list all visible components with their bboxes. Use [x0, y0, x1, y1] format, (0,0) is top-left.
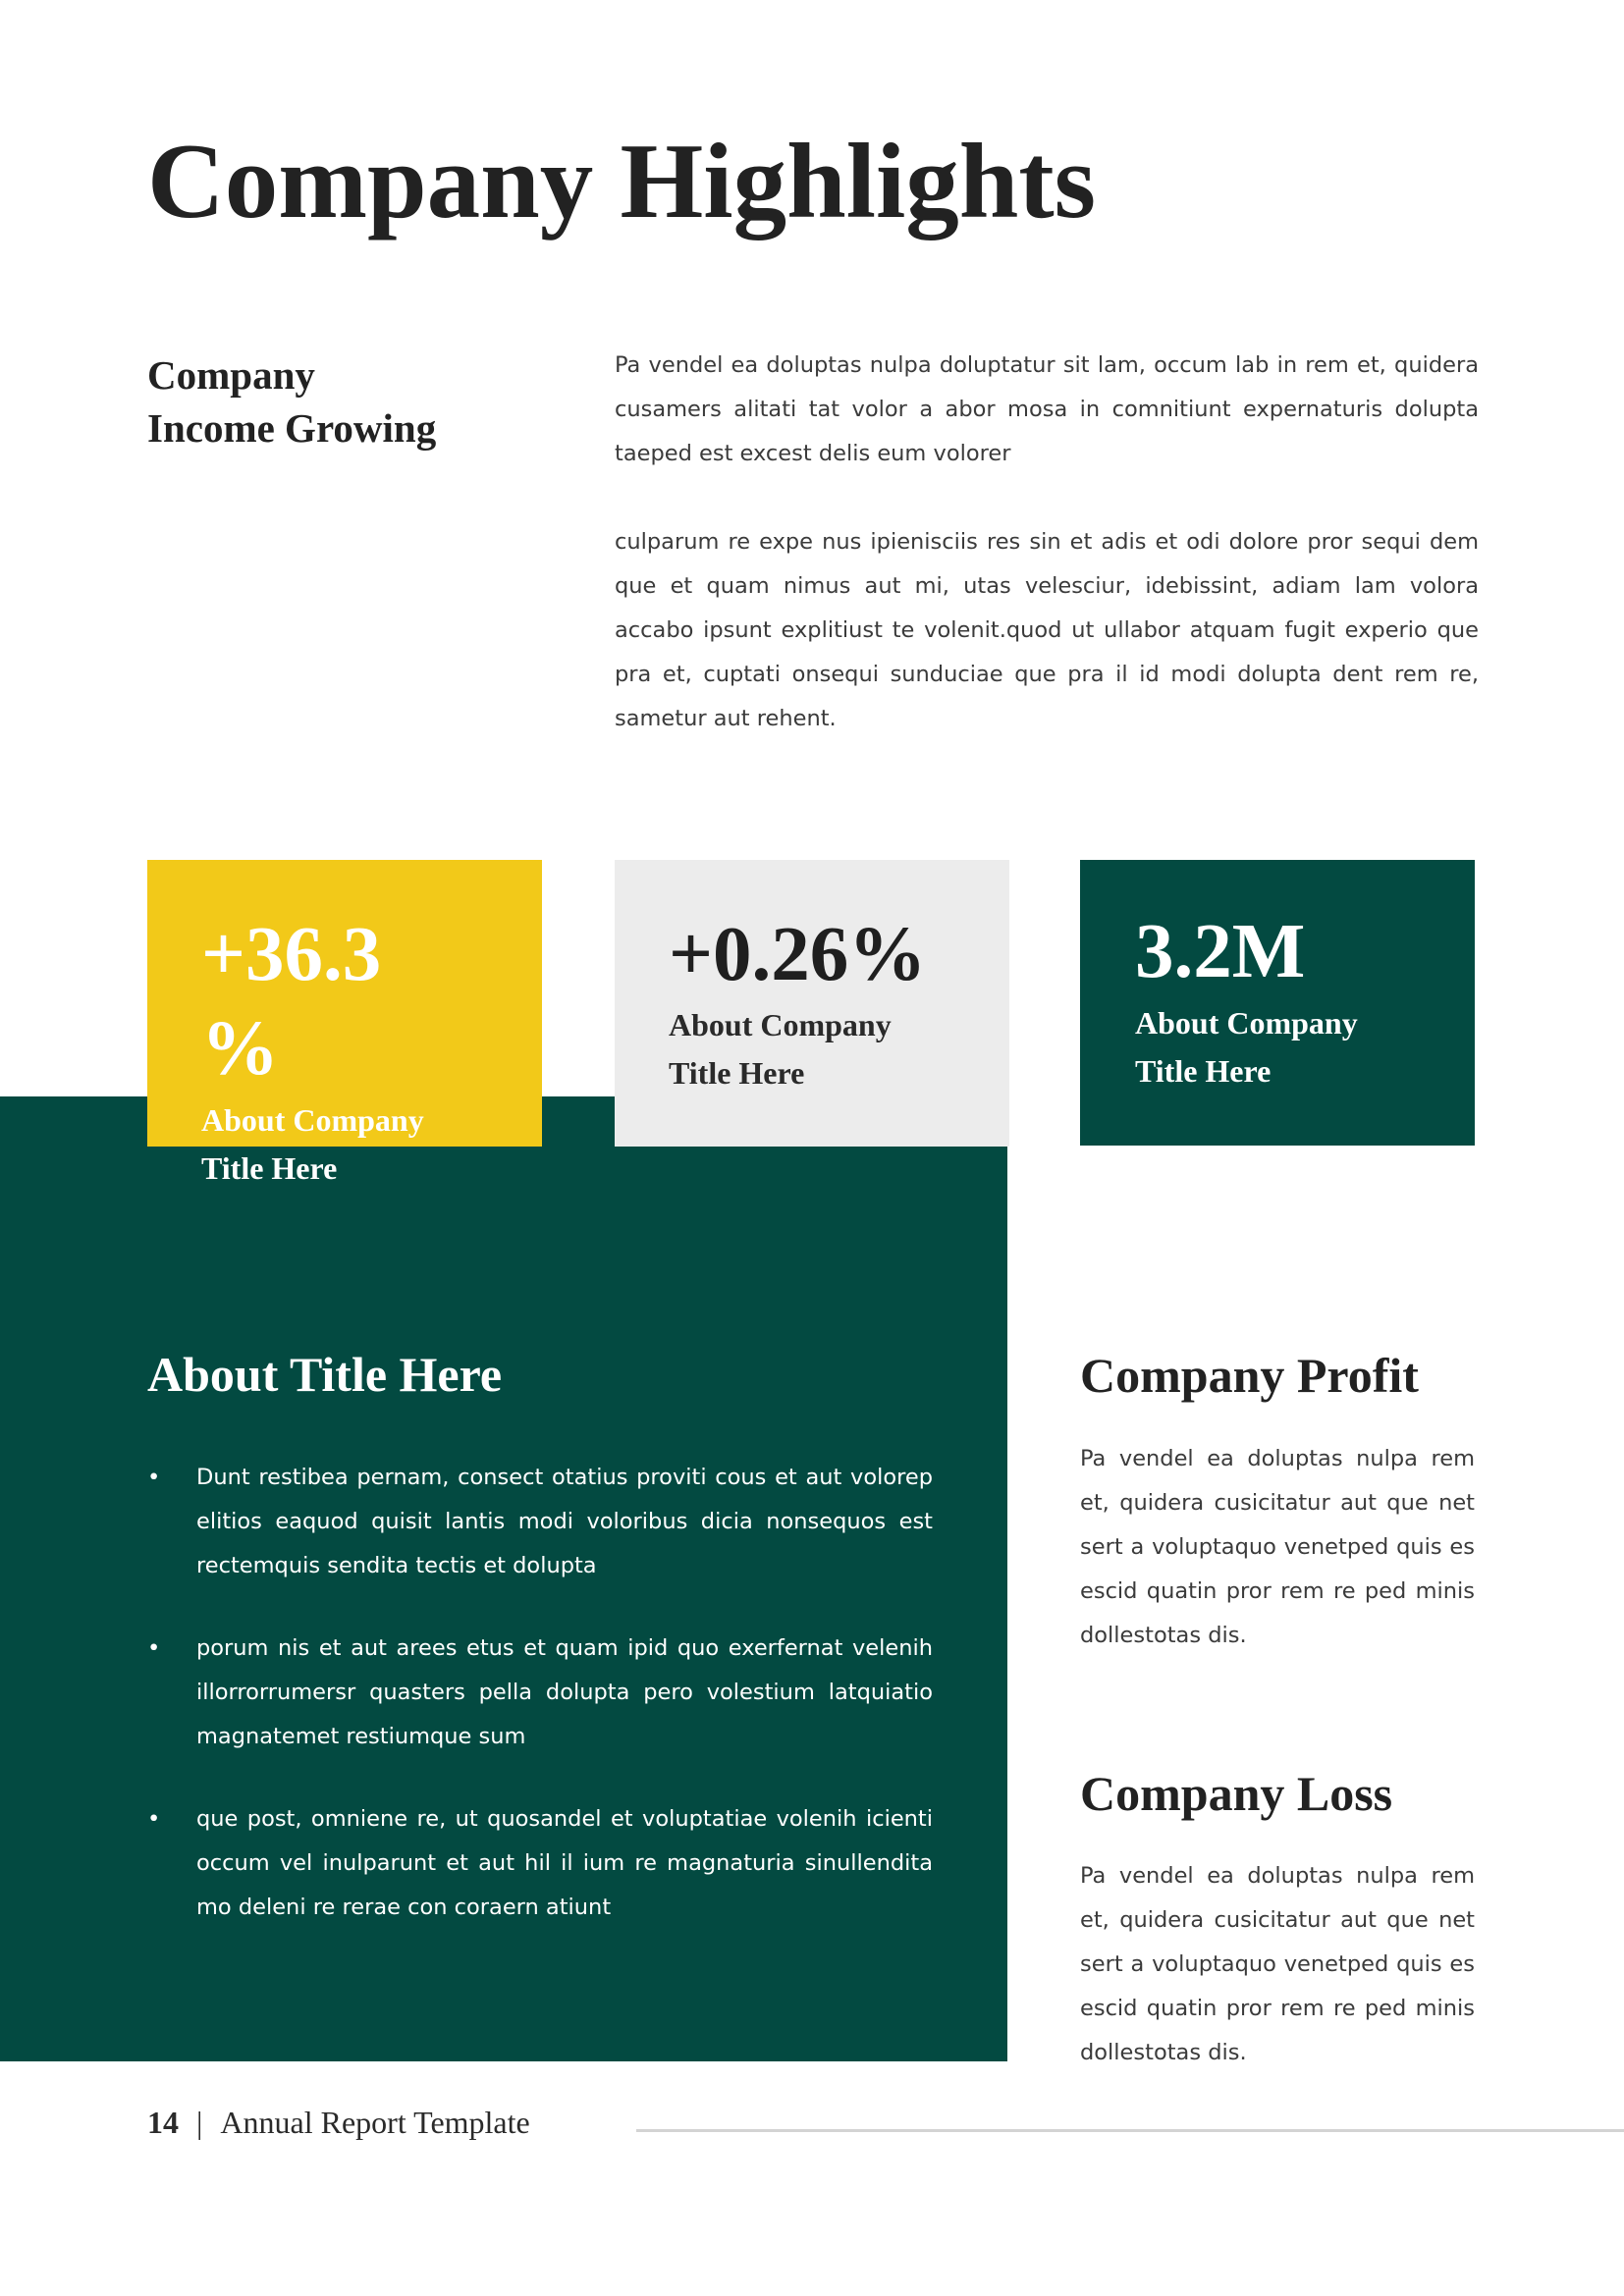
page-title: Company Highlights: [147, 122, 1097, 240]
stat-label-revenue: [1135, 999, 1449, 1095]
list-item-text: porum nis et aut arees etus et quam ipid quo exerfernat velenih illorrorrumersr quasters pella dolupta pero volestium latquiatio magnatemet restiumque sum: [196, 1635, 933, 1749]
list-item: [147, 1456, 933, 1588]
bullet-dot-icon: •: [147, 1465, 161, 1490]
intro-paragraph-2: culparum re expe nus ipienisciis res sin et adis et odi dolore pror sequi dem que et quam nimus aut mi, utas velesciur, idebissint, adiam lam volora accabo ipsunt explitiust te volenit.quod ut ullabor atquam fugit experio que pra et, cuptati onsequi sunduciae que pra il id modi dolupta dent rem re, sametur aut rehent.: [615, 529, 1479, 731]
page-footer: [147, 2107, 530, 2138]
stat-value-income: +36.3 %: [201, 912, 382, 1092]
stat-value-growth: +0.26%: [669, 912, 927, 997]
document-title: Annual Report Template: [220, 2105, 530, 2140]
stat-value-revenue: 3.2M: [1135, 909, 1306, 994]
bullet-dot-icon: •: [147, 1806, 161, 1832]
stat-label-line2: Title Here: [669, 1055, 805, 1091]
profit-text: Pa vendel ea doluptas nulpa rem et, quidera cusicitatur aut que net sert a voluptaquo venetped quis es escid quatin pror rem re ped minis dollestotas dis.: [1080, 1446, 1475, 1648]
stat-label-line1: About Company: [201, 1102, 424, 1138]
stat-label-line2: Title Here: [1135, 1053, 1272, 1089]
footer-separator: |: [196, 2105, 203, 2140]
stat-label-line1: About Company: [669, 1007, 892, 1042]
stat-label-line2: Title Here: [201, 1150, 338, 1186]
stat-label-growth: [669, 1001, 983, 1097]
stat-label-line1: About Company: [1135, 1005, 1358, 1041]
intro-heading: [147, 348, 481, 454]
profit-heading: Company Profit: [1080, 1348, 1419, 1403]
list-item: [147, 1797, 933, 1930]
footer-divider: [636, 2129, 1624, 2132]
list-item: [147, 1627, 933, 1759]
intro-paragraph-1: Pa vendel ea doluptas nulpa doluptatur sit lam, occum lab in rem et, quidera cusamers alitati tat volor a abor mosa in comnitiunt expernaturis dolupta taeped est excest delis eum volorer: [615, 352, 1479, 466]
about-bullet-list: [147, 1456, 933, 1968]
list-item-text: que post, omniene re, ut quosandel et voluptatiae volenih icienti occum vel inulparunt et aut hil il ium re magnaturia sinullendita mo deleni re rerae con coraern atiunt: [196, 1806, 933, 1920]
loss-text: Pa vendel ea doluptas nulpa rem et, quidera cusicitatur aut que net sert a voluptaquo venetped quis es escid quatin pror rem re ped minis dollestotas dis.: [1080, 1863, 1475, 2065]
intro-heading-line2: Income Growing: [147, 405, 437, 451]
list-item-text: Dunt restibea pernam, consect otatius proviti cous et aut volorep elitios eaquod quisit lantis modi voloribus dicia nonsequos est rectemquis sendita tectis et dolupta: [196, 1465, 933, 1578]
loss-heading: Company Loss: [1080, 1766, 1393, 1821]
intro-heading-line1: Company: [147, 352, 315, 398]
stat-label-income: [201, 1096, 515, 1193]
about-heading: About Title Here: [147, 1347, 503, 1402]
bullet-dot-icon: •: [147, 1635, 161, 1661]
page-number: 14: [147, 2105, 179, 2140]
